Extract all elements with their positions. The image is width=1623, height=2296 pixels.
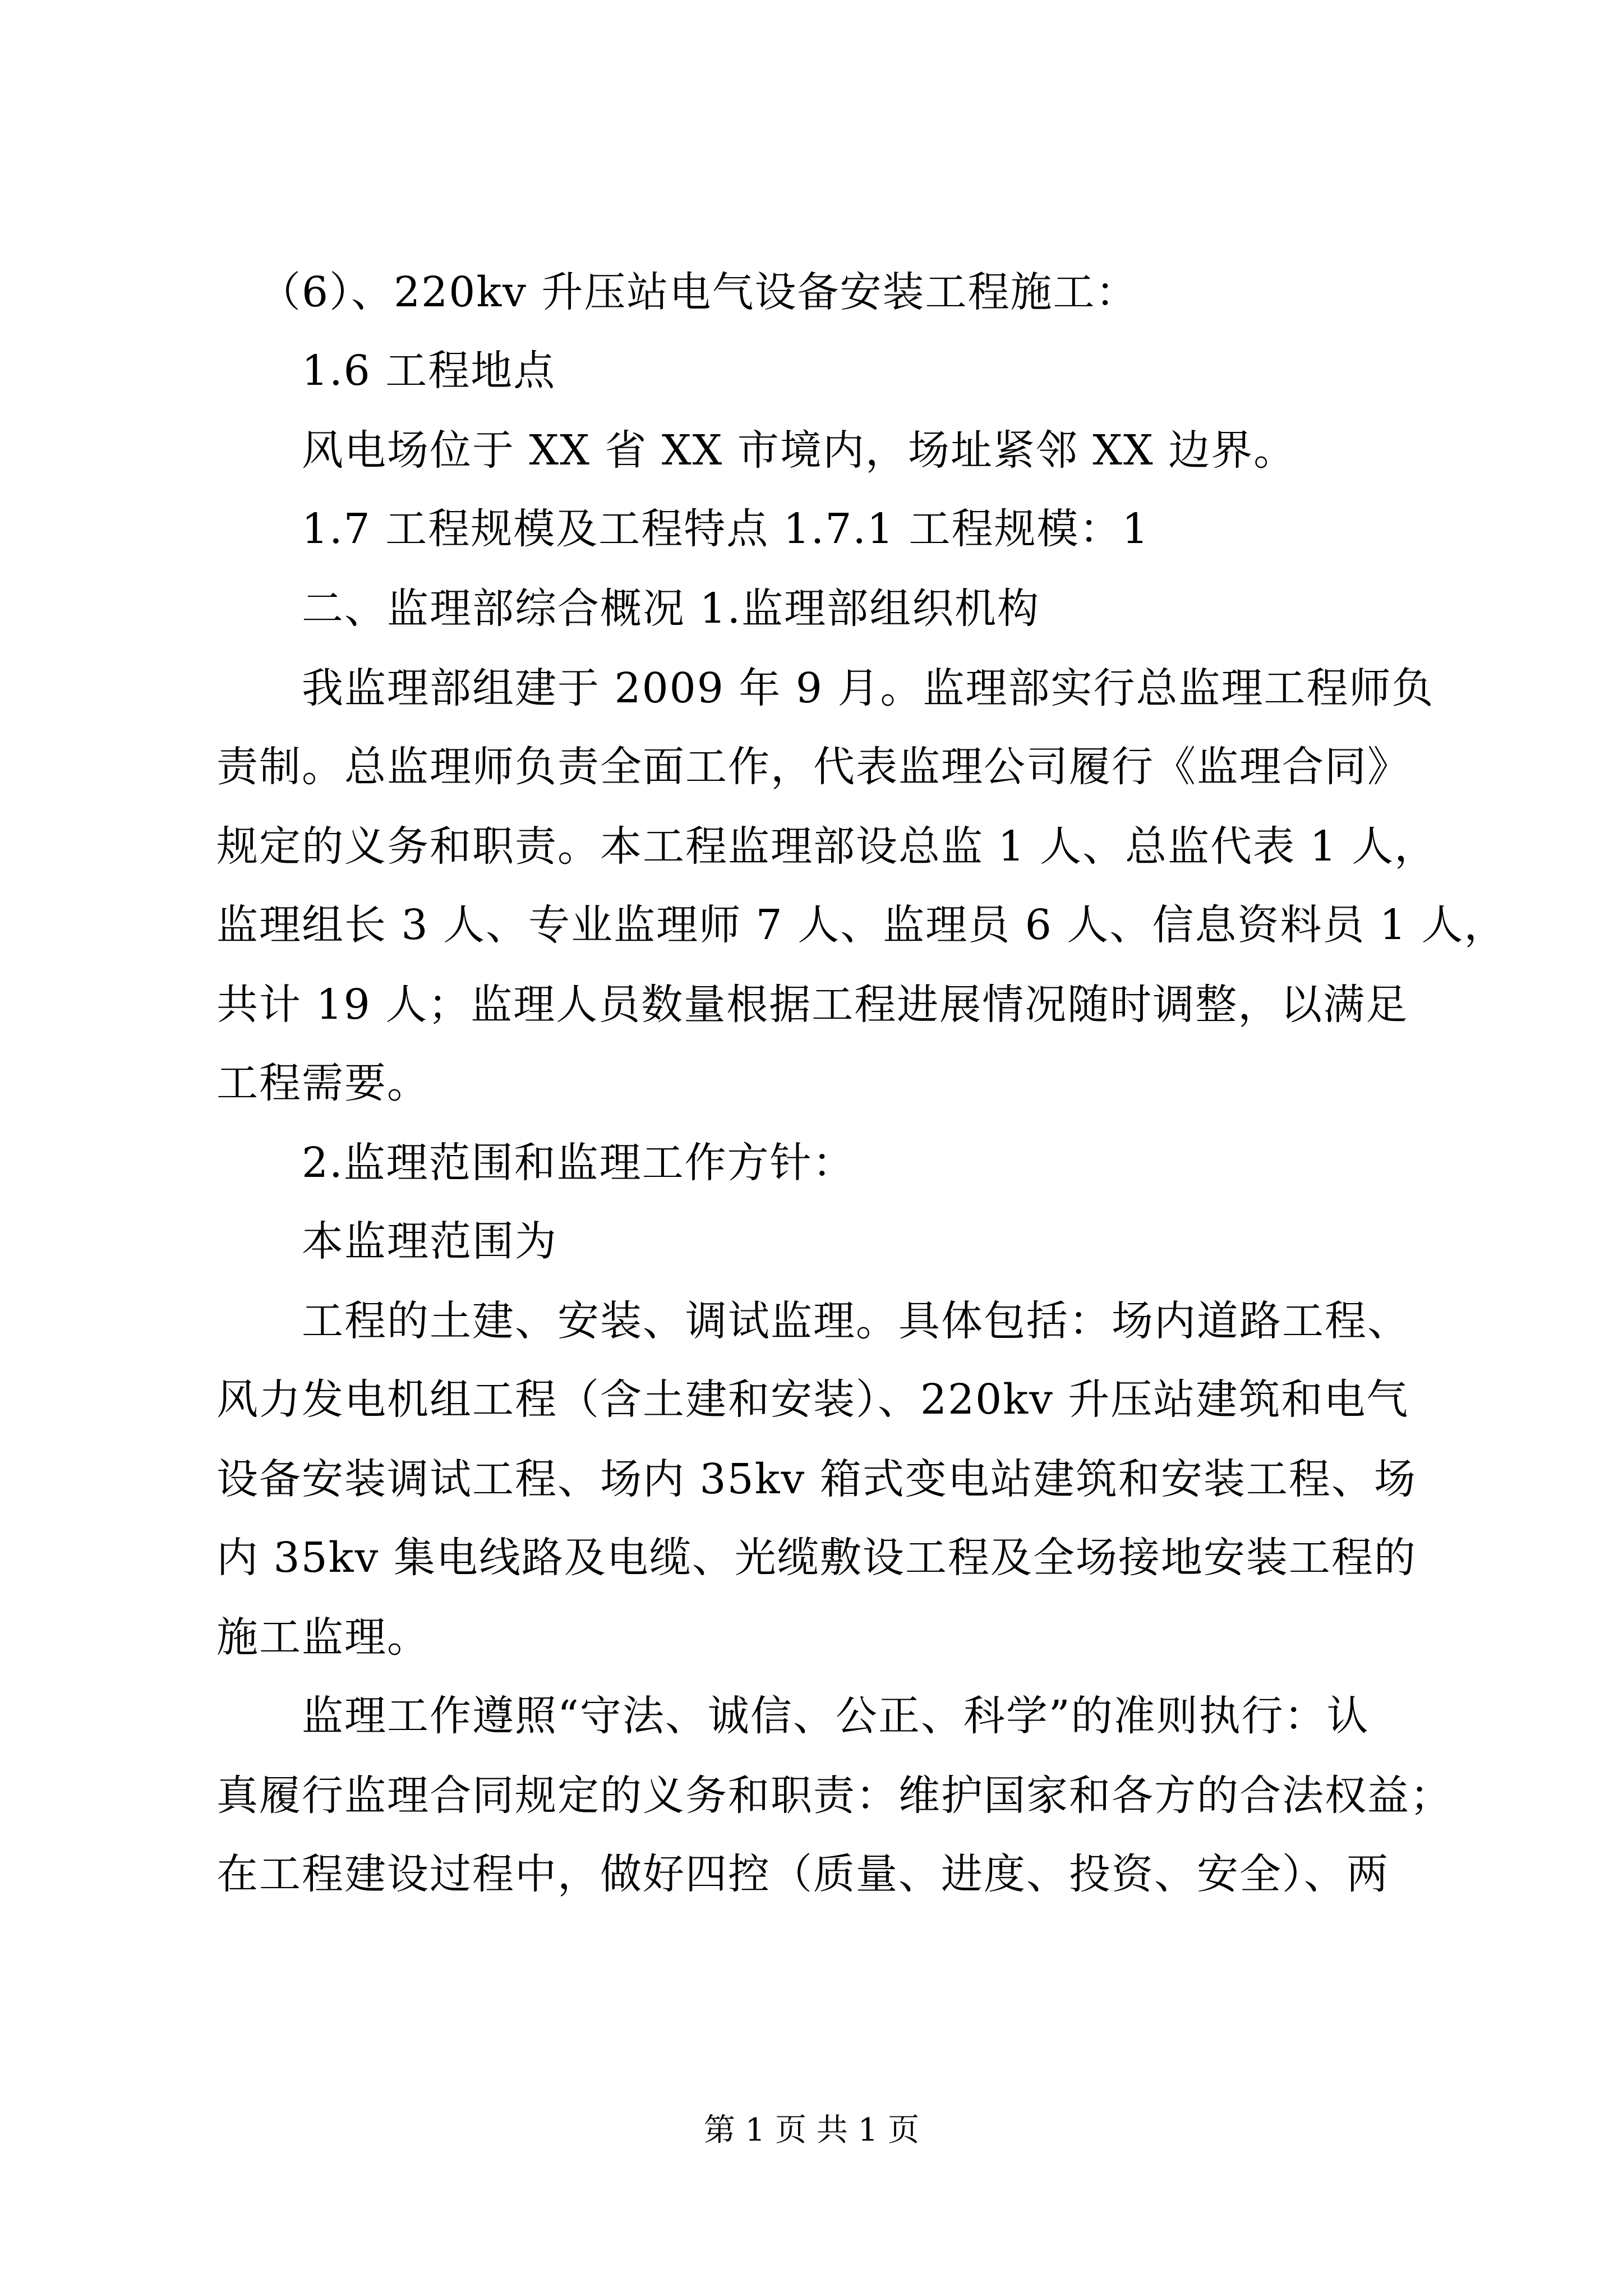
text-line-12: 2.监理范围和监理工作方针： bbox=[302, 1139, 855, 1187]
text-line-20: 真履行监理合同规定的义务和职责：维护国家和各方的合法权益； bbox=[216, 1772, 1453, 1820]
text-line-9: 监理组长 3 人、专业监理师 7 人、监理员 6 人、信息资料员 1 人， bbox=[216, 901, 1507, 949]
text-line-2: 1.6 工程地点 bbox=[302, 347, 556, 395]
text-line-1: （6）、220kv 升压站电气设备安装工程施工： bbox=[259, 268, 1138, 316]
text-line-3: 风电场位于 XX 省 XX 市境内，场址紧邻 XX 边界。 bbox=[302, 426, 1297, 475]
text-line-16: 设备安装调试工程、场内 35kv 箱式变电站建筑和安装工程、场 bbox=[216, 1455, 1417, 1503]
text-line-18: 施工监理。 bbox=[216, 1613, 430, 1662]
text-line-6: 我监理部组建于 2009 年 9 月。监理部实行总监理工程师负 bbox=[302, 664, 1435, 712]
text-line-11: 工程需要。 bbox=[216, 1059, 430, 1107]
text-line-15: 风力发电机组工程（含土建和安装）、220kv 升压站建筑和电气 bbox=[216, 1375, 1409, 1424]
text-line-17: 内 35kv 集电线路及电缆、光缆敷设工程及全场接地安装工程的 bbox=[216, 1534, 1417, 1582]
text-line-13: 本监理范围为 bbox=[302, 1217, 557, 1266]
text-line-7: 责制。总监理师负责全面工作，代表监理公司履行《监理合同》 bbox=[216, 743, 1410, 791]
page-footer: 第 1 页 共 1 页 bbox=[703, 2112, 920, 2148]
text-line-4: 1.7 工程规模及工程特点 1.7.1 工程规模：1 bbox=[302, 505, 1150, 553]
text-line-21: 在工程建设过程中，做好四控（质量、进度、投资、安全）、两 bbox=[216, 1850, 1389, 1898]
text-line-10: 共计 19 人；监理人员数量根据工程进展情况随时调整，以满足 bbox=[216, 981, 1409, 1029]
text-line-8: 规定的义务和职责。本工程监理部设总监 1 人、总监代表 1 人， bbox=[216, 822, 1437, 871]
text-line-5: 二、监理部综合概况 1.监理部组织机构 bbox=[302, 585, 1040, 633]
text-line-19: 监理工作遵照“守法、诚信、公正、科学”的准则执行：认 bbox=[302, 1692, 1370, 1740]
text-line-14: 工程的土建、安装、调试监理。具体包括：场内道路工程、 bbox=[302, 1297, 1410, 1345]
